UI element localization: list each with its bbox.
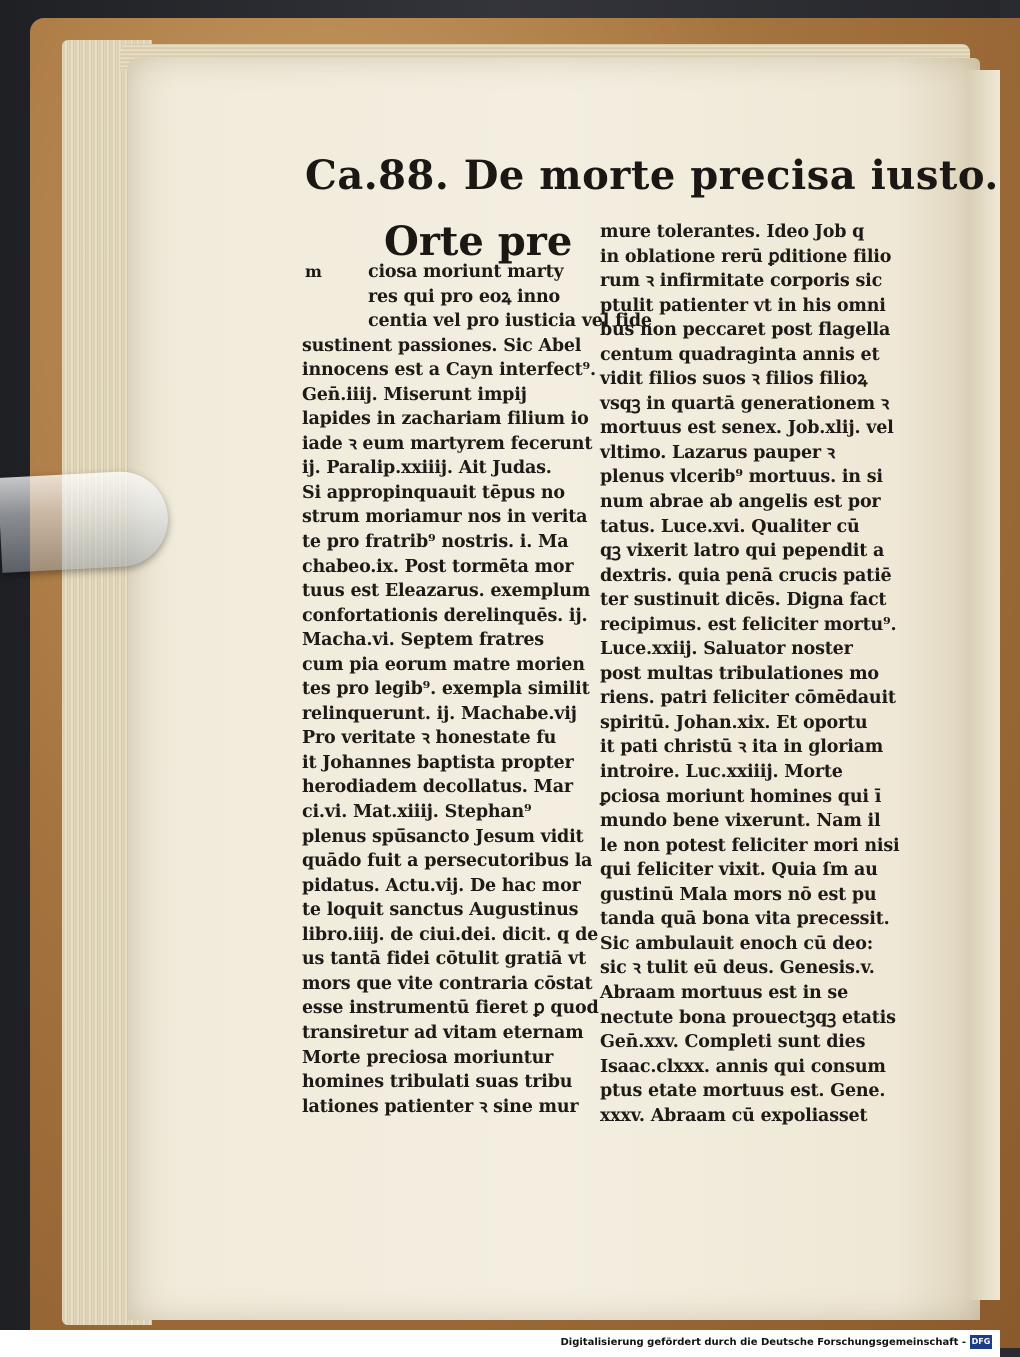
- text-line: Morte preciosa moriuntur: [302, 1047, 554, 1068]
- text-line: sustinent passiones. Sic Abel: [302, 335, 582, 356]
- text-line: rum ꝛ infirmitate corporis sic: [600, 271, 883, 292]
- text-line: vidit filios suos ꝛ filios filioꝝ: [600, 369, 868, 390]
- dfg-logo: DFG: [970, 1335, 992, 1349]
- text-line: introire. Luc.xxiiij. Morte: [600, 762, 843, 783]
- text-line: mure tolerantes. Ideo Job q: [600, 222, 865, 242]
- text-line: transiretur ad vitam eternam: [302, 1022, 584, 1043]
- text-line: vsqꝫ in quartā generationem ꝛ: [600, 393, 889, 414]
- text-line: ij. Paralip.xxiiij. Ait Judas.: [302, 458, 552, 479]
- text-line: mundo bene vixerunt. Nam il: [600, 811, 881, 832]
- text-line: post multas tribulationes mo: [600, 663, 879, 684]
- text-column-left: [302, 260, 652, 1119]
- initial-capital-line: Orte pre: [384, 218, 573, 265]
- text-line: ciosa moriunt marty: [368, 262, 564, 282]
- text-line: ter sustinuit dicēs. Digna fact: [600, 590, 887, 611]
- text-line: innocens est a Cayn interfect⁹.: [302, 360, 596, 381]
- text-line: gustinū Mala mors nō est pu: [600, 884, 877, 905]
- text-line: dextris. quia penā crucis patiē: [600, 565, 892, 586]
- text-line: plenus vlcerib⁹ mortuus. in si: [600, 467, 883, 488]
- text-line: mortuus est senex. Job.xlij. vel: [600, 418, 894, 439]
- text-line: it pati christū ꝛ ita in gloriam: [600, 737, 884, 758]
- book-gutter: [968, 70, 1000, 1300]
- text-line: vltimo. Lazarus pauper ꝛ: [600, 442, 835, 463]
- text-line: iade ꝛ eum martyrem fecerunt: [302, 433, 593, 454]
- text-line: ptus etate mortuus est. Gene.: [600, 1081, 886, 1102]
- text-line: sic ꝛ tulit eū deus. Genesis.v.: [600, 958, 875, 979]
- text-line: Sic ambulauit enoch cū deo:: [600, 933, 873, 954]
- text-line: us tantā fidei cōtulit gratiā vt: [302, 949, 587, 970]
- glass-page-weight: [0, 469, 170, 573]
- text-line: plenus spū̄sancto Jesum vidit: [302, 826, 584, 847]
- text-line: pidatus. Actu.vij. De hac mor: [302, 875, 581, 896]
- text-column-right: [600, 220, 900, 1128]
- text-line: Isaac.clxxx. annis qui consum: [600, 1056, 886, 1077]
- text-line: tes pro legib⁹. exempla similit: [302, 679, 590, 700]
- text-line: esse instrumentū fieret ꝑ quod: [302, 998, 599, 1019]
- text-line: tanda quā bona vita precessit.: [600, 909, 890, 930]
- text-line: strum moriamur nos in verita: [302, 507, 588, 528]
- text-line: libro.iiij. de ciui.dei. dicit. q de: [302, 924, 599, 945]
- text-line: Abraam mortuus est in se: [600, 982, 849, 1003]
- text-line: ptulit patienter vt in his omni: [600, 295, 886, 316]
- text-line: lationes patienter ꝛ sine mur: [302, 1096, 579, 1117]
- text-line: qui feliciter vixit. Quia ſm au: [600, 860, 878, 881]
- text-line: xxxv. Abraam cū expoliasset: [600, 1105, 868, 1126]
- text-line: Pro veritate ꝛ honestate fu: [302, 728, 557, 749]
- text-line: centum quadraginta annis et: [600, 344, 880, 365]
- text-line: quādo fuit a persecutoribus la: [302, 851, 593, 872]
- text-line: te loquit sanctus Augustinus: [302, 900, 579, 921]
- text-line: res qui pro eoꝝ inno: [368, 286, 561, 307]
- text-line: ꝑciosa moriunt homines qui ī: [600, 786, 882, 807]
- text-line: Gen̄.xxv. Completi sunt dies: [600, 1032, 866, 1053]
- chapter-heading: Ca.88. De morte precisa iusto.: [305, 152, 999, 199]
- text-line: nectute bona prouectꝫqꝫ etatis: [600, 1007, 896, 1028]
- text-line: Si appropinquauit tēpus no: [302, 482, 565, 503]
- text-line: tatus. Luce.xvi. Qualiter cū: [600, 516, 860, 537]
- text-line: le non potest feliciter mori nisi: [600, 835, 900, 856]
- text-line: it Johannes baptista propter: [302, 752, 574, 773]
- text-line: tuus est Eleazarus. exemplum: [302, 581, 591, 602]
- text-line: herodiadem decollatus. Mar: [302, 777, 573, 798]
- text-line: ci.vi. Mat.xiiij. Stephan⁹: [302, 802, 532, 823]
- text-line: in oblatione rerū ꝑditione filio: [600, 246, 892, 267]
- guide-letter: m: [305, 262, 322, 281]
- text-line: num abrae ab angelis est por: [600, 492, 881, 513]
- text-line: mors que vite contraria cōstat: [302, 973, 593, 994]
- text-line: riens. patri feliciter cōmēdauit: [600, 688, 896, 709]
- text-line: Macha.vi. Septem fratres: [302, 630, 544, 651]
- text-line: bus non peccaret post flagella: [600, 320, 891, 341]
- text-line: lapides in zachariam filium io: [302, 409, 589, 430]
- text-line: qꝫ vixerit latro qui pependit a: [600, 541, 885, 562]
- text-line: Luce.xxiij. Saluator noster: [600, 639, 853, 660]
- text-line: cum pia eorum matre morien: [302, 654, 585, 675]
- text-line: homines tribulati suas tribu: [302, 1072, 573, 1093]
- text-line: centia vel pro iusticia vel fide: [368, 311, 652, 332]
- text-line: spiritū. Johan.xix. Et oportu: [600, 712, 868, 733]
- text-line: te pro fratrib⁹ nostris. i. Ma: [302, 532, 569, 553]
- text-line: chabeo.ix. Post tormēta mor: [302, 556, 574, 577]
- footer-credit: Digitalisierung gefördert durch die Deutsche Forschungsgemeinschaft -: [560, 1337, 966, 1348]
- text-line: confortationis derelinquēs. ij.: [302, 605, 588, 626]
- text-line: relinquerunt. ij. Machabe.vij: [302, 703, 577, 724]
- text-line: recipimus. est feliciter mortu⁹.: [600, 614, 897, 635]
- text-line: Gen̄.iiij. Miserunt impij: [302, 384, 527, 405]
